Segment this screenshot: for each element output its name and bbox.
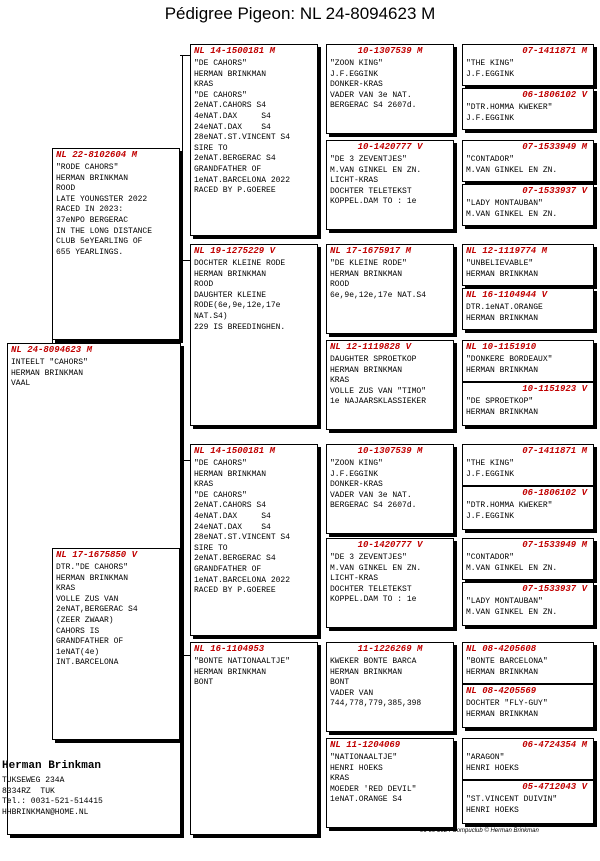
pigeon-details: DAUGHTER SPROETKOP HERMAN BRINKMAN KRAS VOLLE ZUS VAN "TIMO" 1e NAJAARSKLASSIEKER — [330, 355, 427, 407]
ring-number: NL 14-1500181 M — [194, 46, 276, 56]
ring-number: 06-1806102 V — [522, 488, 587, 498]
ring-number: 10-1307539 M — [357, 46, 423, 56]
gen4-card-4 — [462, 184, 594, 226]
pigeon-details: INTEELT "CAHORS" HERMAN BRINKMAN VAAL — [11, 358, 88, 389]
gen4-card-5 — [462, 244, 594, 286]
breeder-info — [2, 760, 103, 818]
pigeon-details: "DE CAHORS" HERMAN BRINKMAN KRAS "DE CAHORS" 2eNAT.CAHORS S4 4eNAT.DAX S4 24eNAT.DAX S4 28eNAT.ST.VINCENT S4 SIRE TO 2eNAT.BERGERAC S4 GRANDFATHER OF 1eNAT.BARCELONA 2022 RACED BY P.GOEREE — [194, 459, 291, 596]
ring-number: 07-1533949 M — [522, 540, 587, 550]
pigeon-details: "ZOON KING" J.F.EGGINK DONKER-KRAS VADER VAN 3e NAT. BERGERAC S4 2607d. — [330, 59, 417, 111]
grandsire-maternal-card — [190, 444, 318, 636]
pigeon-details: "DTR.HOMMA KWEKER" J.F.EGGINK — [466, 501, 553, 521]
granddam-maternal-card — [190, 642, 318, 835]
page-title: Pédigree Pigeon: NL 24-8094623 M — [164, 4, 436, 23]
pigeon-details: "ST.VINCENT DUIVIN" HENRI HOEKS — [466, 795, 558, 815]
pigeon-details: "BONTE BARCELONA" HERMAN BRINKMAN — [466, 657, 548, 677]
ring-number: NL 14-1500181 M — [194, 446, 276, 456]
pigeon-details: "THE KING" J.F.EGGINK — [466, 459, 515, 479]
pigeon-details: "ARAGON" HENRI HOEKS — [466, 753, 519, 773]
ring-number: 10-1151923 V — [522, 384, 587, 394]
pigeon-details: KWEKER BONTE BARCA HERMAN BRINKMAN BONT VADER VAN 744,778,779,385,398 — [330, 657, 422, 709]
pigeon-details: "DE CAHORS" HERMAN BRINKMAN KRAS "DE CAHORS" 2eNAT.CAHORS S4 4eNAT.DAX S4 24eNAT.DAX S4 28eNAT.ST.VINCENT S4 SIRE TO 2eNAT.BERGERAC S4 GRANDFATHER OF 1eNAT.BARCELONA 2022 RACED BY P.GOEREE — [194, 59, 291, 196]
gen3-card-7 — [326, 642, 454, 732]
pigeon-details: "NATIONAALTJE" HENRI HOEKS KRAS MOEDER 'RED DEVIL" 1eNAT.ORANGE S4 — [330, 753, 417, 805]
connector-line — [182, 55, 183, 260]
ring-number: 10-1420777 V — [357, 142, 423, 152]
ring-number: 10-1307539 M — [357, 446, 423, 456]
gen4-card-11 — [462, 538, 594, 580]
ring-number: NL 11-1204069 — [330, 740, 401, 750]
grandsire-paternal-card — [190, 44, 318, 236]
gen4-card-13 — [462, 642, 594, 684]
pigeon-details: "DE KLEINE RODE" HERMAN BRINKMAN ROOD 6e,9e,12e,17e NAT.S4 — [330, 259, 427, 300]
pigeon-details: DOCHTER KLEINE RODE HERMAN BRINKMAN ROOD DAUGHTER KLEINE RODE(6e,9e,12e,17e NAT.S4) 229 IS BREEDINGHEN. — [194, 259, 286, 332]
pigeon-details: "RODE CAHORS" HERMAN BRINKMAN ROOD LATE YOUNGSTER 2022 RACED IN 2023: 37eNPO BERGERAC IN THE LONG DISTANCE CLUB 5eYEARLING OF 655 YEARLINGS. — [56, 163, 153, 257]
ring-number: 07-1411871 M — [522, 446, 587, 456]
gen4-card-1 — [462, 44, 594, 86]
gen4-card-7 — [462, 340, 594, 382]
pigeon-details: "BONTE NATIONAALTJE" HERMAN BRINKMAN BONT — [194, 657, 291, 688]
breeder-address: TUKSEWEG 234A 8334RZ TUK Tel.: 0031-521-514415 HHBRINKMAN@HOME.NL — [2, 776, 103, 817]
ring-number: NL 16-1104953 — [194, 644, 265, 654]
ring-number: NL 19-1275229 V — [194, 246, 276, 256]
ring-number: NL 16-1104944 V — [466, 290, 548, 300]
sire-card — [52, 148, 180, 340]
connector-line — [182, 460, 183, 655]
ring-number: 07-1411871 M — [522, 46, 587, 56]
ring-number: NL 12-1119828 V — [330, 342, 412, 352]
ring-number: NL 12-1119774 M — [466, 246, 548, 256]
pigeon-details: "DE 3 ZEVENTJES" M.VAN GINKEL EN ZN. LICHT-KRAS DOCHTER TELETEKST KOPPEL.DAM TO : 1e — [330, 155, 422, 207]
gen4-card-8 — [462, 382, 594, 426]
gen3-card-5 — [326, 444, 454, 534]
pigeon-details: "DONKERE BORDEAUX" HERMAN BRINKMAN — [466, 355, 553, 375]
pigeon-details: "CONTADOR" M.VAN GINKEL EN ZN. — [466, 155, 558, 175]
pigeon-details: "THE KING" J.F.EGGINK — [466, 59, 515, 79]
connector-line — [180, 260, 190, 261]
gen3-card-8 — [326, 738, 454, 828]
gen4-card-15 — [462, 738, 594, 780]
pigeon-details: "ZOON KING" J.F.EGGINK DONKER-KRAS VADER VAN 3e NAT. BERGERAC S4 2607d. — [330, 459, 417, 511]
ring-number: NL 17-1675917 M — [330, 246, 412, 256]
pigeon-details: "DTR.HOMMA KWEKER" J.F.EGGINK — [466, 103, 553, 123]
ring-number: 05-4712043 V — [522, 782, 587, 792]
gen4-card-16 — [462, 780, 594, 824]
pigeon-details: DTR.1eNAT.ORANGE HERMAN BRINKMAN — [466, 303, 543, 323]
ring-number: 10-1420777 V — [357, 540, 423, 550]
ring-number: 11-1226269 M — [357, 644, 423, 654]
gen3-card-3 — [326, 244, 454, 334]
pigeon-details: "LADY MONTAUBAN" M.VAN GINKEL EN ZN. — [466, 199, 558, 219]
pigeon-details: DOCHTER "FLY-GUY" HERMAN BRINKMAN — [466, 699, 548, 719]
footer-credit: 06-09-2024 Compuclub © Herman Brinkman — [420, 828, 539, 834]
pigeon-details: "DE SPROETKOP" HERMAN BRINKMAN — [466, 397, 539, 417]
ring-number: NL 24-8094623 M — [11, 345, 93, 355]
gen3-card-1 — [326, 44, 454, 134]
ring-number: 07-1533937 V — [522, 186, 587, 196]
pigeon-details: "UNBELIEVABLE" HERMAN BRINKMAN — [466, 259, 539, 279]
ring-number: 06-1806102 V — [522, 90, 587, 100]
gen4-card-9 — [462, 444, 594, 486]
ring-number: NL 10-1151910 — [466, 342, 537, 352]
gen3-card-4 — [326, 340, 454, 430]
pigeon-details: "LADY MONTAUBAN" M.VAN GINKEL EN ZN. — [466, 597, 558, 617]
gen3-card-6 — [326, 538, 454, 628]
dam-card — [52, 548, 180, 740]
ring-number: 07-1533937 V — [522, 584, 587, 594]
gen4-card-10 — [462, 486, 594, 530]
gen4-card-6 — [462, 288, 594, 330]
connector-line — [180, 655, 190, 656]
breeder-name: Herman Brinkman — [2, 760, 102, 772]
ring-number: NL 22-8102604 M — [56, 150, 138, 160]
ring-number: 07-1533949 M — [522, 142, 587, 152]
pigeon-details: DTR."DE CAHORS" HERMAN BRINKMAN KRAS VOLLE ZUS VAN 2eNAT,BERGERAC S4 (ZEER ZWAAR) CAHORS IS GRANDFATHER OF 1eNAT(4e) INT.BARCELONA — [56, 563, 138, 668]
ring-number: NL 08-4205608 — [466, 644, 537, 654]
gen4-card-3 — [462, 140, 594, 182]
granddam-paternal-card — [190, 244, 318, 426]
pigeon-details: "CONTADOR" M.VAN GINKEL EN ZN. — [466, 553, 558, 573]
gen4-card-2 — [462, 88, 594, 130]
ring-number: NL 08-4205569 — [466, 686, 537, 696]
ring-number: NL 17-1675850 V — [56, 550, 138, 560]
gen4-card-12 — [462, 582, 594, 626]
ring-number: 06-4724354 M — [522, 740, 587, 750]
gen4-card-14 — [462, 684, 594, 728]
gen3-card-2 — [326, 140, 454, 230]
pigeon-details: "DE 3 ZEVENTJES" M.VAN GINKEL EN ZN. LICHT-KRAS DOCHTER TELETEKST KOPPEL.DAM TO : 1e — [330, 553, 422, 605]
